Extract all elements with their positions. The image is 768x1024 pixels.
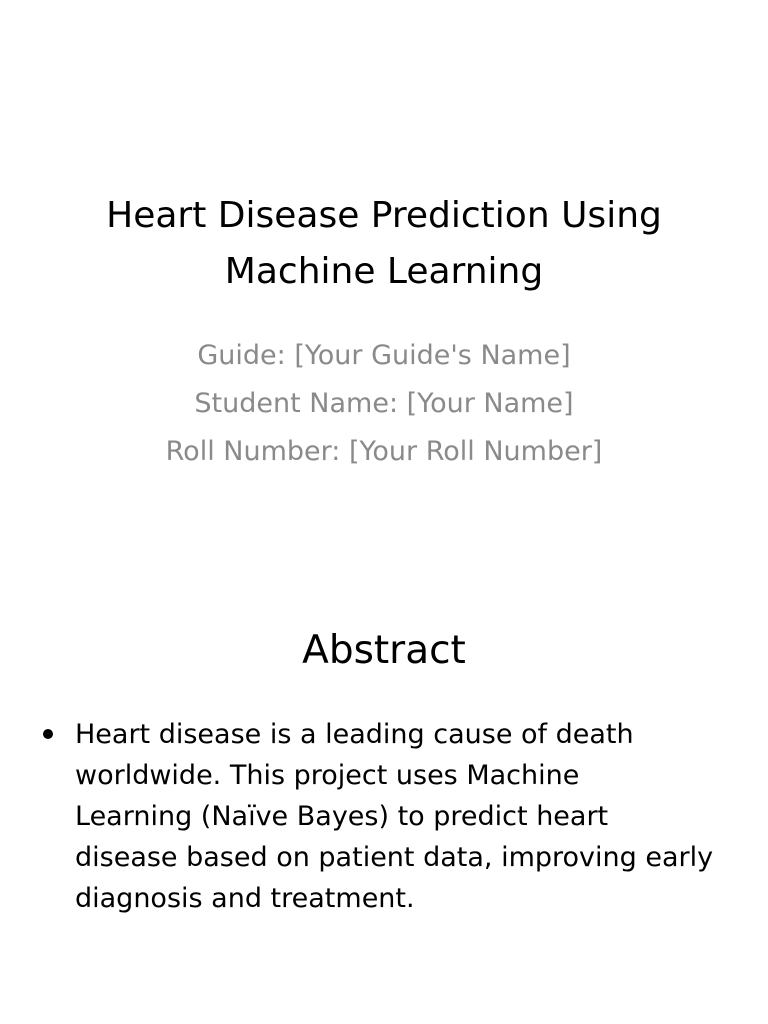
bullet-icon: [43, 729, 53, 739]
bullet-line: disease based on patient data, improving early: [75, 842, 714, 873]
abstract-heading: Abstract: [302, 628, 466, 673]
slide-subtitle: [40, 332, 728, 476]
bullet-line: worldwide. This project uses Machine: [75, 760, 580, 791]
title-line: Heart Disease Prediction Using: [106, 195, 662, 236]
abstract-slide: [0, 512, 768, 1024]
bullet-line: Learning (Naïve Bayes) to predict heart: [75, 801, 609, 832]
guide-line: Guide: [Your Guide's Name]: [197, 340, 571, 371]
bullet-line: Heart disease is a leading cause of death: [75, 719, 634, 750]
bullet-text: [75, 714, 730, 919]
title-line: Machine Learning: [224, 251, 544, 292]
bullet-line: diagnosis and treatment.: [75, 883, 415, 914]
roll-number-line: Roll Number: [Your Roll Number]: [165, 436, 603, 467]
slide-title: [40, 188, 728, 300]
student-name-line: Student Name: [Your Name]: [194, 388, 574, 419]
